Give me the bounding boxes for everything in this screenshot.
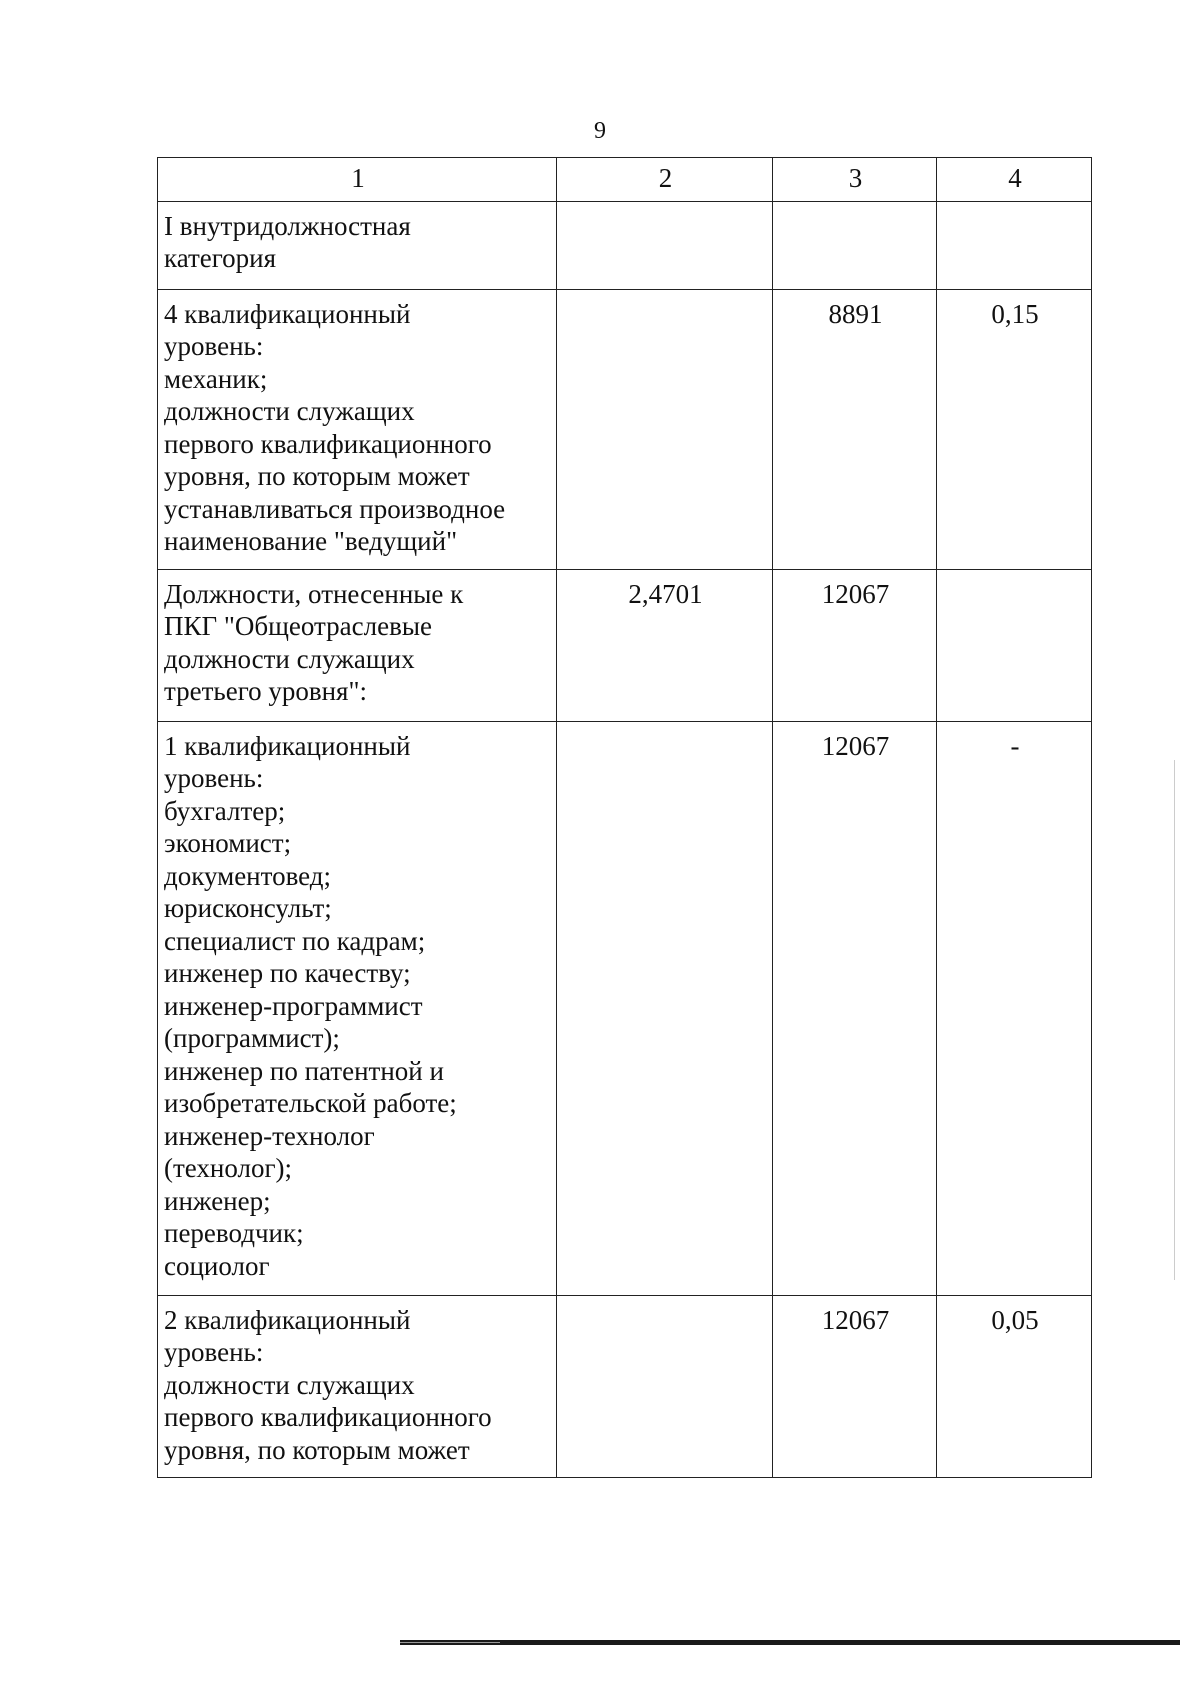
coefficient-cell [557,201,773,289]
position-line: 1 квалификационный [164,730,411,761]
table-row [158,569,1092,721]
position-line: (программист); [164,1023,340,1053]
increase-coefficient-cell: 0,15 [937,289,1092,569]
coefficient-cell [557,289,773,569]
salary-table [157,157,1092,1478]
position-line: категория [164,243,277,273]
scan-edge-mark [1174,760,1175,1280]
position-line: инженер по патентной и [164,1055,444,1086]
position-line: должности служащих [164,396,415,426]
position-line: механик; [164,363,268,394]
position-line: должности служащих [164,643,415,674]
increase-coefficient-cell: 0,05 [937,1295,1092,1477]
salary-cell: 12067 [773,721,937,1295]
header-cell-1: 1 [158,158,557,202]
position-cell [158,201,557,289]
position-line: Должности, отнесенные к [164,578,464,609]
position-line: уровня, по которым может [164,1434,470,1465]
coefficient-cell [557,721,773,1295]
increase-coefficient-cell: - [937,721,1092,1295]
table-row [158,1295,1092,1477]
table-header-row [158,158,1092,202]
page-number: 9 [594,118,606,144]
position-line: экономист; [164,828,292,858]
position-line: уровень: [164,1337,264,1367]
salary-cell [773,201,937,289]
table-row [158,289,1092,569]
position-line: третьего уровня": [164,676,368,706]
position-line: социолог [164,1250,270,1281]
position-line: первого квалификационного [164,428,492,459]
position-line: 2 квалификационный [164,1304,411,1335]
position-line: ПКГ "Общеотраслевые [164,611,432,641]
position-line: документовед; [164,860,332,891]
position-line: уровень: [164,331,264,361]
scan-edge-rule-thin [400,1642,500,1643]
salary-cell: 8891 [773,289,937,569]
position-line: уровень: [164,763,264,793]
position-line: инженер-технолог [164,1120,375,1151]
header-cell-2: 2 [557,158,773,202]
increase-coefficient-cell [937,569,1092,721]
position-line: инженер по качеству; [164,958,411,988]
position-cell [158,289,557,569]
header-cell-3: 3 [773,158,937,202]
position-line: первого квалификационного [164,1402,492,1432]
position-line: юрисконсульт; [164,893,332,923]
position-line: уровня, по которым может [164,461,470,491]
position-line: изобретательской работе; [164,1088,457,1118]
position-line: должности служащих [164,1369,415,1400]
position-line: инженер-программист [164,990,423,1021]
table-row [158,201,1092,289]
table-row [158,721,1092,1295]
scan-edge-rule [400,1640,1180,1645]
salary-cell: 12067 [773,569,937,721]
position-line: специалист по кадрам; [164,925,426,956]
position-line: бухгалтер; [164,795,286,826]
position-cell [158,1295,557,1477]
increase-coefficient-cell [937,201,1092,289]
position-line: 4 квалификационный [164,298,411,329]
position-line: устанавливаться производное [164,493,506,524]
position-line: переводчик; [164,1218,304,1248]
position-cell [158,721,557,1295]
position-line: I внутридолжностная [164,210,411,241]
coefficient-cell: 2,4701 [557,569,773,721]
salary-cell: 12067 [773,1295,937,1477]
position-cell [158,569,557,721]
position-line: наименование "ведущий" [164,526,458,556]
coefficient-cell [557,1295,773,1477]
header-cell-4: 4 [937,158,1092,202]
position-line: (технолог); [164,1153,293,1183]
position-line: инженер; [164,1185,271,1216]
